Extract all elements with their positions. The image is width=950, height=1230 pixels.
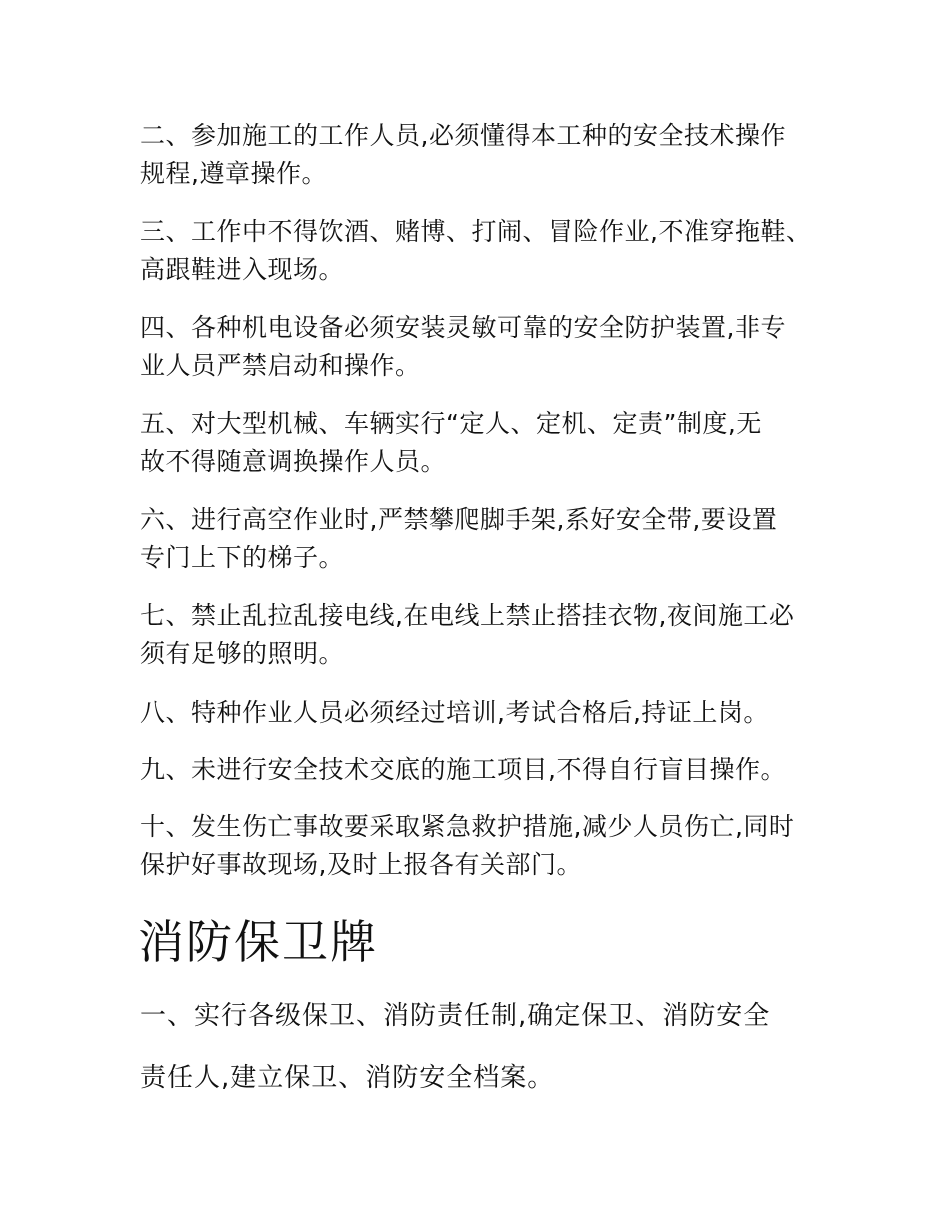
rule-line: 七、禁止乱拉乱接电线,在电线上禁止搭挂衣物,夜间施工必 bbox=[140, 601, 795, 630]
rule-line: 业人员严禁启动和操作。 bbox=[140, 351, 421, 380]
safety-rule-6 bbox=[140, 501, 820, 577]
rule-line: 五、对大型机械、车辆实行“定人、定机、定责”制度,无 bbox=[140, 409, 762, 438]
fire-rule-1-line-1: 一、实行各级保卫、消防责任制,确定保卫、消防安全 bbox=[140, 1001, 771, 1031]
safety-rule-7 bbox=[140, 597, 820, 673]
rule-line: 规程,遵章操作。 bbox=[140, 159, 327, 188]
safety-rule-4 bbox=[140, 309, 820, 385]
rule-line: 九、未进行安全技术交底的施工项目,不得自行盲目操作。 bbox=[140, 755, 786, 784]
safety-rule-9 bbox=[140, 751, 820, 789]
safety-rule-10 bbox=[140, 808, 820, 884]
rule-line: 三、工作中不得饮酒、赌博、打闹、冒险作业,不准穿拖鞋、 bbox=[140, 217, 812, 246]
rule-line: 八、特种作业人员必须经过培训,考试合格后,持证上岗。 bbox=[140, 698, 769, 727]
safety-rule-5 bbox=[140, 405, 820, 481]
safety-rule-2 bbox=[140, 117, 820, 193]
rule-line: 四、各种机电设备必须安装灵敏可靠的安全防护装置,非专 bbox=[140, 313, 786, 342]
safety-rule-3 bbox=[140, 213, 820, 289]
rule-line: 须有足够的照明。 bbox=[140, 639, 345, 668]
section-heading: 消防保卫牌 bbox=[138, 915, 378, 969]
safety-rule-8 bbox=[140, 694, 820, 732]
rule-line: 十、发生伤亡事故要采取紧急救护措施,减少人员伤亡,同时 bbox=[140, 812, 795, 841]
rule-line: 故不得随意调换操作人员。 bbox=[140, 447, 447, 476]
rule-line: 六、进行高空作业时,严禁攀爬脚手架,系好安全带,要设置 bbox=[140, 505, 778, 534]
rule-line: 保护好事故现场,及时上报各有关部门。 bbox=[140, 850, 582, 879]
rule-line: 专门上下的梯子。 bbox=[140, 543, 345, 572]
rule-line: 高跟鞋进入现场。 bbox=[140, 255, 345, 284]
fire-rule-1-line-2: 责任人,建立保卫、消防安全档案。 bbox=[140, 1063, 555, 1093]
rule-line: 二、参加施工的工作人员,必须懂得本工种的安全技术操作 bbox=[140, 121, 786, 150]
